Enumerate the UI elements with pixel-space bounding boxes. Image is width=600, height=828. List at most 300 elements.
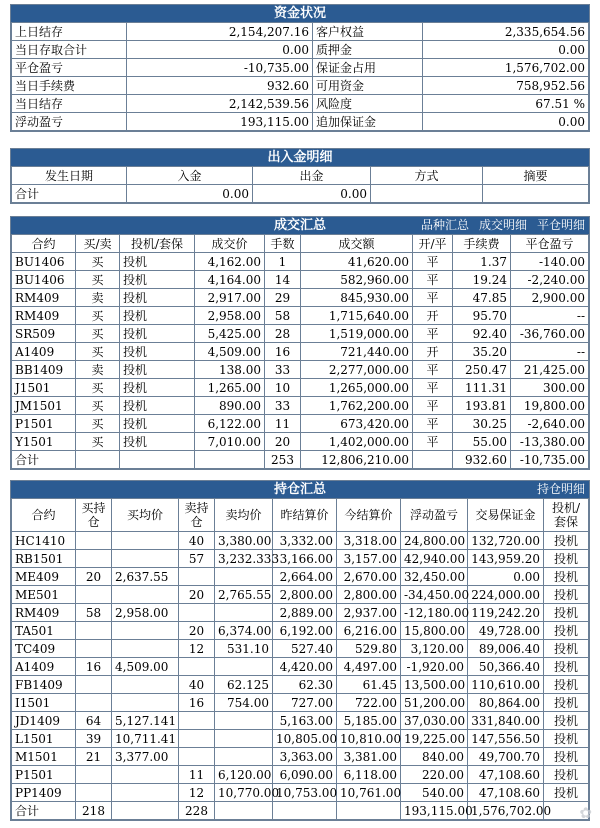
funds-row xyxy=(12,41,589,59)
trades-column-header: 手续费 xyxy=(453,235,511,253)
positions-cell xyxy=(179,658,215,676)
positions-row xyxy=(12,658,589,676)
positions-cell: 20 xyxy=(179,622,215,640)
trades-column-header: 开/平 xyxy=(413,235,453,253)
trades-link[interactable]: 平仓明细 xyxy=(536,218,585,232)
positions-row xyxy=(12,730,589,748)
positions-total-cell: 合计 xyxy=(12,802,76,820)
positions-cell xyxy=(215,730,273,748)
positions-cell: 3,318.00 xyxy=(337,532,401,550)
trades-cell: 673,420.00 xyxy=(301,415,413,433)
positions-link[interactable]: 持仓明细 xyxy=(536,482,585,496)
positions-cell xyxy=(76,694,112,712)
trades-cell: 投机 xyxy=(120,433,195,451)
trades-cell: 193.81 xyxy=(453,397,511,415)
positions-cell: 4,497.00 xyxy=(337,658,401,676)
positions-cell: P1501 xyxy=(12,766,76,784)
trades-cell: 平 xyxy=(413,433,453,451)
trades-row xyxy=(12,253,589,271)
trades-cell: 投机 xyxy=(120,379,195,397)
positions-cell: 10,761.00 xyxy=(337,784,401,802)
positions-cell: 投机 xyxy=(544,622,589,640)
positions-cell: 3,166.00 xyxy=(273,550,337,568)
positions-row xyxy=(12,712,589,730)
trades-cell: 买 xyxy=(76,253,120,271)
trades-cell: -2,240.00 xyxy=(511,271,589,289)
trades-column-header: 投机/套保 xyxy=(120,235,195,253)
trades-link[interactable]: 成交明细 xyxy=(478,218,527,232)
positions-cell: 10,805.00 xyxy=(273,730,337,748)
funds-label: 追加保证金 xyxy=(313,113,423,131)
funds-row xyxy=(12,113,589,131)
trades-row xyxy=(12,415,589,433)
positions-cell: 13,500.00 xyxy=(401,676,468,694)
inout-total-label: 合计 xyxy=(12,185,127,203)
positions-cell xyxy=(112,766,179,784)
positions-cell: -1,920.00 xyxy=(401,658,468,676)
positions-cell: 10,711.41 xyxy=(112,730,179,748)
trades-cell: 1,715,640.00 xyxy=(301,307,413,325)
positions-cell: 3,232.333 xyxy=(215,550,273,568)
trades-cell: 1,519,000.00 xyxy=(301,325,413,343)
inout-column-header: 发生日期 xyxy=(12,167,127,185)
funds-value: 0.00 xyxy=(423,41,589,59)
positions-cell: 47,108.60 xyxy=(468,766,544,784)
positions-column-header: 卖均价 xyxy=(215,499,273,532)
positions-cell xyxy=(76,622,112,640)
positions-total-cell: 193,115.00 xyxy=(401,802,468,820)
positions-cell xyxy=(215,712,273,730)
positions-cell: 540.00 xyxy=(401,784,468,802)
inout-total-row xyxy=(12,185,589,203)
trades-cell: 95.70 xyxy=(453,307,511,325)
trades-cell: 4,164.00 xyxy=(195,271,265,289)
positions-cell: 2,664.00 xyxy=(273,568,337,586)
positions-row xyxy=(12,622,589,640)
positions-column-header: 合约 xyxy=(12,499,76,532)
trades-cell: 2,917.00 xyxy=(195,289,265,307)
trades-cell: -- xyxy=(511,343,589,361)
trades-cell: -36,760.00 xyxy=(511,325,589,343)
positions-total-cell: 1,576,702.00 xyxy=(468,802,544,820)
positions-total-cell xyxy=(112,802,179,820)
positions-cell: L1501 xyxy=(12,730,76,748)
trades-cell: 35.20 xyxy=(453,343,511,361)
positions-cell xyxy=(215,604,273,622)
funds-value: 193,115.00 xyxy=(127,113,313,131)
trades-total-cell: 12,806,210.00 xyxy=(301,451,413,469)
trades-cell: 30.25 xyxy=(453,415,511,433)
positions-cell: PP1409 xyxy=(12,784,76,802)
trades-cell: -2,640.00 xyxy=(511,415,589,433)
positions-cell: 投机 xyxy=(544,640,589,658)
positions-row xyxy=(12,676,589,694)
positions-cell: 6,090.00 xyxy=(273,766,337,784)
positions-cell: 3,332.00 xyxy=(273,532,337,550)
positions-cell: 投机 xyxy=(544,550,589,568)
positions-cell: 投机 xyxy=(544,712,589,730)
positions-cell: 527.40 xyxy=(273,640,337,658)
positions-row xyxy=(12,550,589,568)
trades-header xyxy=(11,217,589,234)
positions-cell: 6,120.00 xyxy=(215,766,273,784)
positions-cell xyxy=(112,550,179,568)
funds-value: 2,335,654.56 xyxy=(423,23,589,41)
trades-total-cell: 932.60 xyxy=(453,451,511,469)
positions-cell: 3,380.00 xyxy=(215,532,273,550)
trades-cell: 58 xyxy=(265,307,301,325)
positions-cell: 21 xyxy=(76,748,112,766)
positions-cell: ME409 xyxy=(12,568,76,586)
positions-row xyxy=(12,568,589,586)
positions-cell: 20 xyxy=(179,586,215,604)
trades-cell: 300.00 xyxy=(511,379,589,397)
funds-label: 风险度 xyxy=(313,95,423,113)
trades-cell: 卖 xyxy=(76,289,120,307)
funds-label: 上日结存 xyxy=(12,23,127,41)
positions-row xyxy=(12,604,589,622)
trades-cell: 55.00 xyxy=(453,433,511,451)
trades-cell: BU1406 xyxy=(12,253,76,271)
trades-column-header: 平仓盈亏 xyxy=(511,235,589,253)
positions-cell: 2,958.00 xyxy=(112,604,179,622)
trades-cell: 投机 xyxy=(120,289,195,307)
trades-cell: 卖 xyxy=(76,361,120,379)
positions-cell: -12,180.00 xyxy=(401,604,468,622)
positions-cell: 12 xyxy=(179,640,215,658)
trades-cell: 2,958.00 xyxy=(195,307,265,325)
positions-cell: A1409 xyxy=(12,658,76,676)
positions-cell: 3,157.00 xyxy=(337,550,401,568)
positions-cell: 119,242.20 xyxy=(468,604,544,622)
funds-section xyxy=(10,4,590,132)
trades-row xyxy=(12,271,589,289)
trades-cell: 平 xyxy=(413,325,453,343)
inout-column-header: 摘要 xyxy=(483,167,589,185)
funds-value: 932.60 xyxy=(127,77,313,95)
positions-cell: 6,192.00 xyxy=(273,622,337,640)
trades-cell: J1501 xyxy=(12,379,76,397)
trades-cell: 投机 xyxy=(120,343,195,361)
positions-cell xyxy=(76,766,112,784)
trades-cell: 33 xyxy=(265,397,301,415)
positions-cell: 4,420.00 xyxy=(273,658,337,676)
positions-row xyxy=(12,586,589,604)
funds-value: -10,735.00 xyxy=(127,59,313,77)
positions-cell: 2,800.00 xyxy=(273,586,337,604)
positions-cell xyxy=(76,640,112,658)
trades-cell: 21,425.00 xyxy=(511,361,589,379)
positions-cell xyxy=(112,694,179,712)
trades-cell: 29 xyxy=(265,289,301,307)
trades-cell: 2,277,000.00 xyxy=(301,361,413,379)
positions-cell: 6,216.00 xyxy=(337,622,401,640)
trades-cell: 19.24 xyxy=(453,271,511,289)
positions-cell xyxy=(76,550,112,568)
positions-cell: 80,864.00 xyxy=(468,694,544,712)
positions-row xyxy=(12,748,589,766)
trades-cell: SR509 xyxy=(12,325,76,343)
positions-cell: 61.45 xyxy=(337,676,401,694)
positions-cell: 2,937.00 xyxy=(337,604,401,622)
positions-cell: 3,377.00 xyxy=(112,748,179,766)
positions-cell xyxy=(179,568,215,586)
positions-cell: 10,770.00 xyxy=(215,784,273,802)
trades-total-cell: 253 xyxy=(265,451,301,469)
trades-cell: 138.00 xyxy=(195,361,265,379)
trades-cell: 平 xyxy=(413,361,453,379)
positions-row xyxy=(12,784,589,802)
funds-row xyxy=(12,95,589,113)
trades-cell: -13,380.00 xyxy=(511,433,589,451)
positions-cell: 132,720.00 xyxy=(468,532,544,550)
positions-cell: 531.10 xyxy=(215,640,273,658)
positions-cell: 2,889.00 xyxy=(273,604,337,622)
trades-cell: 开 xyxy=(413,343,453,361)
positions-total-cell xyxy=(215,802,273,820)
positions-cell: 投机 xyxy=(544,694,589,712)
positions-cell: 47,108.60 xyxy=(468,784,544,802)
trades-cell: 721,440.00 xyxy=(301,343,413,361)
funds-label: 当日存取合计 xyxy=(12,41,127,59)
trades-total-cell xyxy=(413,451,453,469)
positions-cell xyxy=(179,748,215,766)
trades-cell: -140.00 xyxy=(511,253,589,271)
inout-column-header: 出金 xyxy=(253,167,371,185)
positions-cell: 投机 xyxy=(544,586,589,604)
trades-cell: JM1501 xyxy=(12,397,76,415)
funds-label: 平仓盈亏 xyxy=(12,59,127,77)
trades-cell: RM409 xyxy=(12,307,76,325)
trades-total-cell xyxy=(120,451,195,469)
trades-row xyxy=(12,361,589,379)
trades-cell: 33 xyxy=(265,361,301,379)
positions-cell: 投机 xyxy=(544,604,589,622)
positions-cell xyxy=(215,748,273,766)
trades-cell: 4,162.00 xyxy=(195,253,265,271)
trades-cell: 投机 xyxy=(120,361,195,379)
trades-total-cell: -10,735.00 xyxy=(511,451,589,469)
positions-cell: TC409 xyxy=(12,640,76,658)
trades-links xyxy=(411,217,585,234)
trades-cell: 28 xyxy=(265,325,301,343)
trades-cell: 92.40 xyxy=(453,325,511,343)
positions-cell: 754.00 xyxy=(215,694,273,712)
trades-cell: 1,762,200.00 xyxy=(301,397,413,415)
positions-cell: M1501 xyxy=(12,748,76,766)
trades-cell: Y1501 xyxy=(12,433,76,451)
trades-cell: 1,402,000.00 xyxy=(301,433,413,451)
positions-cell: 投机 xyxy=(544,748,589,766)
positions-cell: 147,556.50 xyxy=(468,730,544,748)
positions-cell: 5,163.00 xyxy=(273,712,337,730)
funds-label: 当日手续费 xyxy=(12,77,127,95)
positions-cell: 投机 xyxy=(544,658,589,676)
trades-cell: 平 xyxy=(413,289,453,307)
trades-row xyxy=(12,325,589,343)
trades-cell: 买 xyxy=(76,397,120,415)
trades-cell: 买 xyxy=(76,271,120,289)
funds-value: 0.00 xyxy=(423,113,589,131)
positions-column-header: 买均价 xyxy=(112,499,179,532)
positions-title: 持仓汇总 xyxy=(273,482,326,497)
funds-label: 可用资金 xyxy=(313,77,423,95)
positions-total-row xyxy=(12,802,589,820)
positions-cell: 40 xyxy=(179,532,215,550)
trades-cell: P1501 xyxy=(12,415,76,433)
positions-cell: 3,381.00 xyxy=(337,748,401,766)
positions-header xyxy=(11,481,589,498)
trades-row xyxy=(12,289,589,307)
trades-row xyxy=(12,379,589,397)
trades-cell: 买 xyxy=(76,415,120,433)
positions-cell: 投机 xyxy=(544,766,589,784)
positions-column-header: 投机/套保 xyxy=(544,499,589,532)
positions-cell: 10,753.00 xyxy=(273,784,337,802)
positions-cell: 20 xyxy=(76,568,112,586)
positions-column-header: 今结算价 xyxy=(337,499,401,532)
positions-links xyxy=(527,481,585,498)
trades-cell: 582,960.00 xyxy=(301,271,413,289)
trades-cell: 买 xyxy=(76,379,120,397)
positions-cell: 16 xyxy=(179,694,215,712)
positions-cell xyxy=(76,784,112,802)
trades-cell: BU1406 xyxy=(12,271,76,289)
trades-cell: 20 xyxy=(265,433,301,451)
positions-cell: 51,200.00 xyxy=(401,694,468,712)
positions-cell: I1501 xyxy=(12,694,76,712)
positions-cell: TA501 xyxy=(12,622,76,640)
positions-cell: 57 xyxy=(179,550,215,568)
positions-cell: 840.00 xyxy=(401,748,468,766)
trades-link[interactable]: 品种汇总 xyxy=(420,218,469,232)
funds-label: 当日结存 xyxy=(12,95,127,113)
trades-cell: -- xyxy=(511,307,589,325)
positions-cell: 投机 xyxy=(544,676,589,694)
positions-total-cell xyxy=(337,802,401,820)
positions-cell: 投机 xyxy=(544,532,589,550)
positions-cell: 3,120.00 xyxy=(401,640,468,658)
positions-cell: 32,450.00 xyxy=(401,568,468,586)
trades-cell: 4,509.00 xyxy=(195,343,265,361)
funds-label: 浮动盈亏 xyxy=(12,113,127,131)
funds-title: 资金状况 xyxy=(11,5,589,22)
trades-cell: 平 xyxy=(413,271,453,289)
trades-cell: 14 xyxy=(265,271,301,289)
positions-cell: 224,000.00 xyxy=(468,586,544,604)
trades-row xyxy=(12,397,589,415)
funds-label: 保证金占用 xyxy=(313,59,423,77)
positions-total-cell xyxy=(273,802,337,820)
positions-cell: 2,637.55 xyxy=(112,568,179,586)
trades-cell: 845,930.00 xyxy=(301,289,413,307)
positions-cell: 49,700.70 xyxy=(468,748,544,766)
trades-cell: 投机 xyxy=(120,307,195,325)
trades-cell: 111.31 xyxy=(453,379,511,397)
trades-cell: 1,265,000.00 xyxy=(301,379,413,397)
positions-row xyxy=(12,640,589,658)
trades-cell: BB1409 xyxy=(12,361,76,379)
trades-cell: 1 xyxy=(265,253,301,271)
trades-cell: 1.37 xyxy=(453,253,511,271)
positions-cell xyxy=(179,604,215,622)
positions-cell: 0.00 xyxy=(468,568,544,586)
trades-cell: 47.85 xyxy=(453,289,511,307)
positions-column-header: 交易保证金 xyxy=(468,499,544,532)
trades-cell: 买 xyxy=(76,307,120,325)
trades-table xyxy=(11,234,589,469)
trades-cell: 1,265.00 xyxy=(195,379,265,397)
positions-cell: 2,800.00 xyxy=(337,586,401,604)
positions-cell: 2,670.00 xyxy=(337,568,401,586)
positions-cell xyxy=(112,622,179,640)
inout-title: 出入金明细 xyxy=(11,149,589,166)
trades-cell: 买 xyxy=(76,325,120,343)
positions-cell: 39 xyxy=(76,730,112,748)
trades-cell: 投机 xyxy=(120,397,195,415)
trades-cell: 开 xyxy=(413,307,453,325)
trades-column-header: 手数 xyxy=(265,235,301,253)
positions-cell xyxy=(112,532,179,550)
funds-row xyxy=(12,59,589,77)
positions-column-header: 买持仓 xyxy=(76,499,112,532)
positions-column-header: 浮动盈亏 xyxy=(401,499,468,532)
funds-row xyxy=(12,23,589,41)
watermark-logo: ✿ xyxy=(579,804,592,822)
positions-cell xyxy=(112,676,179,694)
funds-row xyxy=(12,77,589,95)
positions-cell: RM409 xyxy=(12,604,76,622)
trades-cell: 投机 xyxy=(120,325,195,343)
trades-cell: 买 xyxy=(76,433,120,451)
funds-label: 客户权益 xyxy=(313,23,423,41)
positions-cell xyxy=(76,532,112,550)
positions-cell: 220.00 xyxy=(401,766,468,784)
trades-cell: 平 xyxy=(413,253,453,271)
positions-cell xyxy=(76,676,112,694)
trades-cell: 41,620.00 xyxy=(301,253,413,271)
funds-value: 2,142,539.56 xyxy=(127,95,313,113)
funds-label: 质押金 xyxy=(313,41,423,59)
positions-cell: 2,765.55 xyxy=(215,586,273,604)
positions-row xyxy=(12,694,589,712)
positions-cell: 投机 xyxy=(544,568,589,586)
positions-cell: 40 xyxy=(179,676,215,694)
positions-cell: 15,800.00 xyxy=(401,622,468,640)
trades-cell: 11 xyxy=(265,415,301,433)
positions-cell: 331,840.00 xyxy=(468,712,544,730)
positions-cell: 16 xyxy=(76,658,112,676)
trades-cell: 平 xyxy=(413,379,453,397)
trades-section xyxy=(10,216,590,470)
trades-cell: 890.00 xyxy=(195,397,265,415)
positions-cell: FB1409 xyxy=(12,676,76,694)
positions-cell xyxy=(112,586,179,604)
trades-total-cell xyxy=(195,451,265,469)
positions-total-cell: 228 xyxy=(179,802,215,820)
positions-cell xyxy=(215,658,273,676)
funds-value: 1,576,702.00 xyxy=(423,59,589,77)
trades-total-row xyxy=(12,451,589,469)
trades-cell: 10 xyxy=(265,379,301,397)
positions-cell: 投机 xyxy=(544,784,589,802)
positions-cell: 64 xyxy=(76,712,112,730)
positions-cell: 6,118.00 xyxy=(337,766,401,784)
trades-cell: 250.47 xyxy=(453,361,511,379)
positions-cell: 24,800.00 xyxy=(401,532,468,550)
inout-column-header: 方式 xyxy=(371,167,483,185)
inout-total-out: 0.00 xyxy=(253,185,371,203)
